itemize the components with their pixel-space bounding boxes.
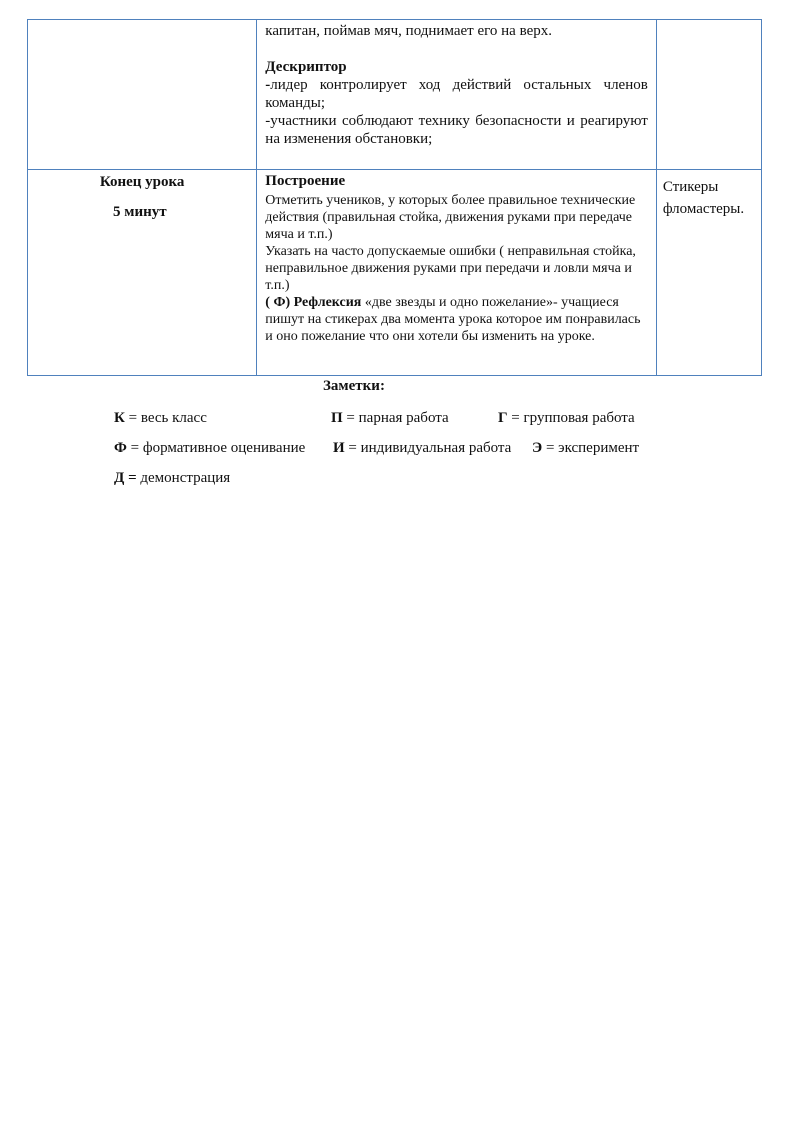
notes-title: Заметки:	[323, 378, 385, 394]
legend-item: П = парная работа	[331, 410, 449, 426]
reflection-label: ( Ф) Рефлексия	[265, 295, 362, 310]
reflection-paragraph: ( Ф) Рефлексия «две звезды и одно пожелание»- учащиеся пишут на стикерах два момента урока которое им понравилась и оно пожелание что они хотели бы изменить на уроке.	[265, 295, 641, 344]
legend-item: Э = эксперимент	[532, 440, 640, 456]
stage-duration: 5 минут	[113, 204, 167, 220]
legend-item: Ф = формативное оценивание	[114, 440, 306, 456]
stage-cell	[28, 170, 257, 376]
descriptor-item: -лидер контролирует ход действий остальных членов команды;	[265, 77, 648, 111]
activity-text: капитан, поймав мяч, поднимает его на верх.	[265, 23, 552, 39]
legend-item: К = весь класс	[114, 410, 207, 426]
legend-item: Д = демонстрация	[114, 470, 231, 486]
resources-cell	[656, 170, 761, 376]
resources-text: Стикеры фломастеры.	[662, 179, 745, 217]
legend-item: Г = групповая работа	[498, 410, 635, 426]
activity-paragraph: Отметить учеников, у которых более правильное технические действия (правильная стойка, движения руками при передаче мяча и т.п.)	[265, 193, 636, 242]
activity-cell	[257, 20, 657, 170]
descriptor-title: Дескриптор	[265, 59, 347, 75]
table-row	[28, 20, 762, 170]
lesson-plan-table	[27, 19, 762, 376]
legend-item: И = индивидуальная работа	[333, 440, 512, 456]
activity-heading: Построение	[265, 173, 346, 189]
descriptor-item: -участники соблюдают технику безопасности и реагируют на изменения обстановки;	[265, 113, 648, 147]
stage-title: Конец урока	[99, 174, 185, 190]
activity-cell	[257, 170, 657, 376]
stage-cell	[28, 20, 257, 170]
activity-paragraph: Указать на часто допускаемые ошибки ( неправильная стойка, неправильное движения руками при передачи и ловли мяча и т.п.)	[265, 244, 636, 293]
table-row	[28, 170, 762, 376]
resources-cell	[656, 20, 761, 170]
